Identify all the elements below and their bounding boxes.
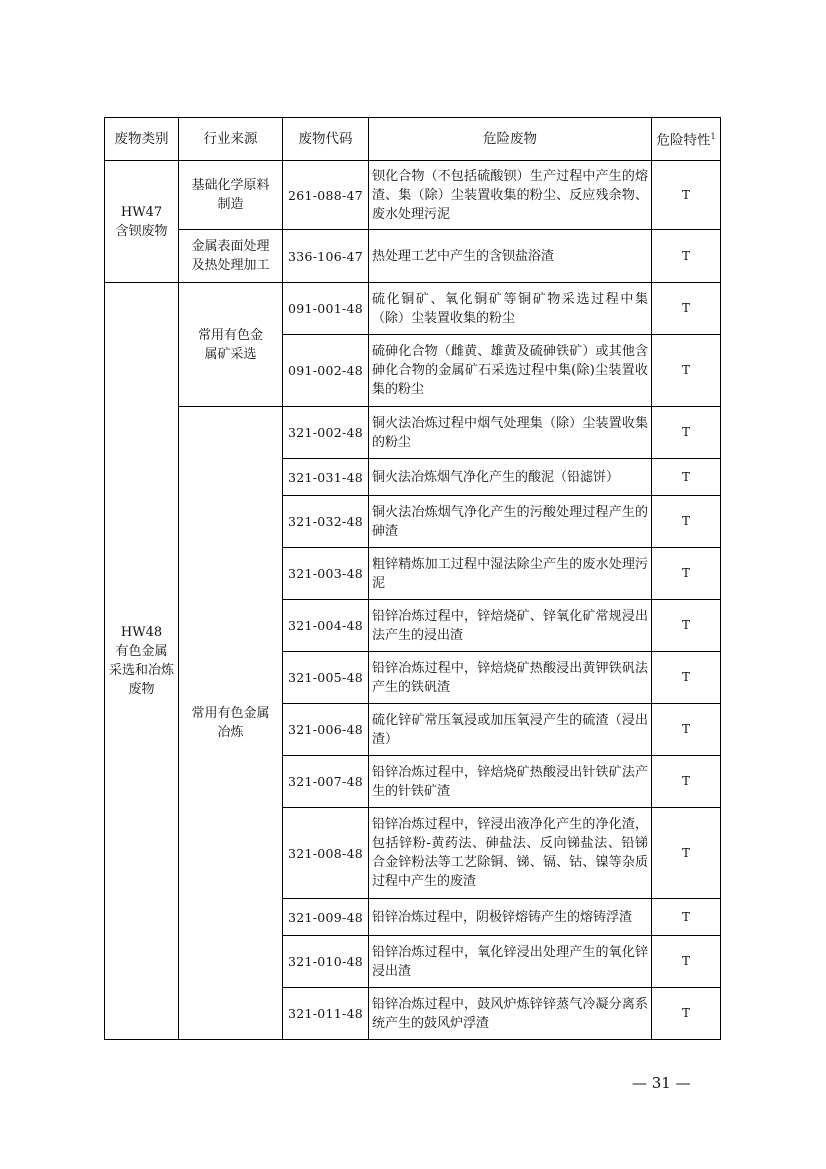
source-line: 制造: [217, 197, 244, 212]
waste-code: 321-011-48: [283, 988, 369, 1040]
category-name: 有色金属: [115, 644, 168, 659]
waste-description: 硫砷化合物（雌黄、雄黄及硫砷铁矿）或其他含砷化合物的金属矿石采选过程中集(除)尘装置收集的粉尘: [369, 335, 652, 407]
hazard-value: T: [652, 652, 721, 704]
waste-description: 铜火法冶炼过程中烟气处理集（除）尘装置收集的粉尘: [369, 407, 652, 459]
source-line: 常用有色金属: [191, 706, 270, 721]
hazard-value: T: [652, 899, 721, 936]
waste-code: 091-002-48: [283, 335, 369, 407]
waste-code: 321-007-48: [283, 756, 369, 808]
source-line: 属矿采选: [204, 346, 257, 362]
waste-code: 321-006-48: [283, 704, 369, 756]
hazard-value: T: [652, 230, 721, 283]
source-cell: [179, 283, 283, 407]
waste-description: 硫化铜矿、氧化铜矿等铜矿物采选过程中集（除）尘装置收集的粉尘: [369, 283, 652, 335]
waste-description: 铅锌冶炼过程中，锌焙烧矿热酸浸出针铁矿法产生的针铁矿渣: [369, 756, 652, 808]
category-code: HW47: [120, 204, 163, 220]
source-cell: [179, 161, 283, 230]
category-name: 采选和冶炼: [108, 663, 174, 678]
waste-description: 铅锌冶炼过程中，鼓风炉炼锌锌蒸气冷凝分离系统产生的鼓风炉浮渣: [369, 988, 652, 1040]
page-number: — 31 —: [632, 1074, 691, 1092]
hazard-value: T: [652, 459, 721, 496]
waste-description: 铅锌冶炼过程中，阴极锌熔铸产生的熔铸浮渣: [369, 899, 652, 936]
header-hazard-label: 危险特性: [656, 132, 711, 149]
category-hw47: [105, 161, 179, 283]
hazard-value: T: [652, 335, 721, 407]
waste-code: 321-031-48: [283, 459, 369, 496]
table-row: [105, 407, 721, 459]
waste-code: 261-088-47: [283, 161, 369, 230]
waste-code: 321-002-48: [283, 407, 369, 459]
source-line: 及热处理加工: [191, 258, 270, 273]
table-row: [105, 230, 721, 283]
waste-description: 铅锌冶炼过程中，锌焙烧矿、锌氧化矿常规浸出法产生的浸出渣: [369, 600, 652, 652]
hazard-value: T: [652, 600, 721, 652]
header-source: 行业来源: [179, 118, 283, 161]
waste-code: 336-106-47: [283, 230, 369, 283]
source-line: 冶炼: [217, 725, 244, 740]
category-name: 废物: [128, 682, 155, 697]
category-hw48: [105, 283, 179, 1040]
waste-code: 321-009-48: [283, 899, 369, 936]
category-code: HW48: [120, 625, 163, 640]
source-line: 基础化学原料: [191, 178, 270, 193]
table-header-row: [105, 118, 721, 161]
waste-description: 粗锌精炼加工过程中湿法除尘产生的废水处理污泥: [369, 548, 652, 600]
header-hazard-footnote: 1: [710, 132, 716, 142]
waste-code: 321-032-48: [283, 496, 369, 548]
waste-code: 321-004-48: [283, 600, 369, 652]
waste-description: 铜火法冶炼烟气净化产生的酸泥（铅滤饼）: [369, 459, 652, 496]
waste-description: 钡化合物（不包括硫酸钡）生产过程中产生的熔渣、集（除）尘装置收集的粉尘、反应残余物、废水处理污泥: [369, 161, 652, 230]
category-name: 含钡废物: [115, 223, 168, 239]
hazard-value: T: [652, 283, 721, 335]
hazard-value: T: [652, 548, 721, 600]
hazard-value: T: [652, 704, 721, 756]
hazard-value: T: [652, 496, 721, 548]
table-row: [105, 283, 721, 335]
hazard-value: T: [652, 756, 721, 808]
waste-description: 铅锌冶炼过程中，锌焙烧矿热酸浸出黄钾铁矾法产生的铁矾渣: [369, 652, 652, 704]
hazardous-waste-table: [104, 117, 721, 1040]
source-line: 金属表面处理: [191, 239, 270, 254]
waste-description: 铅锌冶炼过程中，锌浸出液净化产生的净化渣，包括锌粉-黄药法、砷盐法、反向锑盐法、铅锑合金锌粉法等工艺除铜、锑、镉、钴、镍等杂质过程中产生的废渣: [369, 808, 652, 899]
waste-description: 热处理工艺中产生的含钡盐浴渣: [369, 230, 652, 283]
header-hazard: [652, 118, 721, 161]
source-line: 常用有色金: [197, 327, 263, 343]
header-waste: 危险废物: [369, 118, 652, 161]
waste-code: 321-010-48: [283, 936, 369, 988]
waste-description: 铅锌冶炼过程中，氧化锌浸出处理产生的氧化锌浸出渣: [369, 936, 652, 988]
waste-code: 091-001-48: [283, 283, 369, 335]
header-code: 废物代码: [283, 118, 369, 161]
waste-code: 321-003-48: [283, 548, 369, 600]
hazard-value: T: [652, 407, 721, 459]
hazard-value: T: [652, 988, 721, 1040]
hazard-value: T: [652, 161, 721, 230]
hazard-value: T: [652, 808, 721, 899]
waste-description: 铜火法冶炼烟气净化产生的污酸处理过程产生的砷渣: [369, 496, 652, 548]
header-category: 废物类别: [105, 118, 179, 161]
source-cell: [179, 230, 283, 283]
table-row: [105, 161, 721, 230]
waste-code: 321-005-48: [283, 652, 369, 704]
source-cell: [179, 407, 283, 1040]
hazard-value: T: [652, 936, 721, 988]
waste-code: 321-008-48: [283, 808, 369, 899]
waste-description: 硫化锌矿常压氧浸或加压氧浸产生的硫渣（浸出渣）: [369, 704, 652, 756]
